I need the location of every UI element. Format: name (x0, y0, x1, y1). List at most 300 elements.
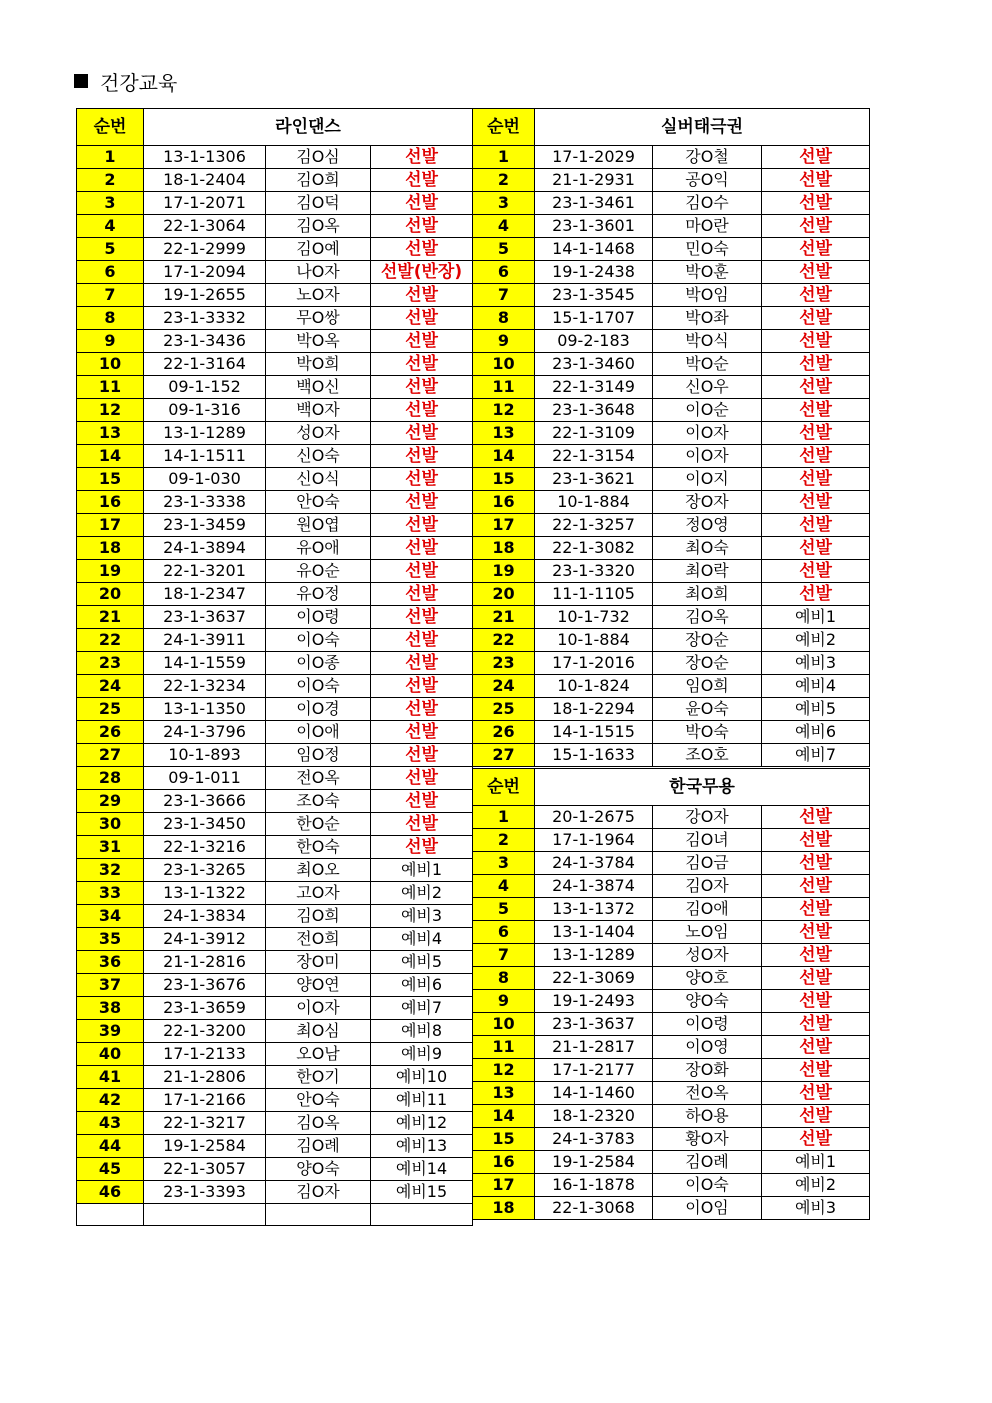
table-row (473, 169, 870, 192)
status: 예비1 (762, 606, 870, 629)
row-number: 17 (473, 514, 535, 537)
status: 예비14 (371, 1158, 473, 1181)
status: 예비3 (371, 905, 473, 928)
status: 선발 (371, 790, 473, 813)
status: 예비6 (371, 974, 473, 997)
member-id: 23-1-3648 (535, 399, 653, 422)
member-name: 유O순 (266, 560, 371, 583)
row-number: 11 (473, 1036, 535, 1059)
line-dance-table (76, 108, 473, 1226)
member-id: 22-1-3234 (144, 675, 266, 698)
status: 선발 (762, 330, 870, 353)
row-number: 10 (473, 353, 535, 376)
row-number: 40 (77, 1043, 144, 1066)
member-name: 김O옥 (266, 1112, 371, 1135)
table-row (473, 1174, 870, 1197)
status: 선발 (762, 1013, 870, 1036)
member-name: 전O희 (266, 928, 371, 951)
row-number: 16 (473, 491, 535, 514)
status: 선발 (762, 537, 870, 560)
member-id: 15-1-1633 (535, 744, 653, 767)
status: 예비1 (762, 1151, 870, 1174)
table-row (77, 836, 473, 859)
member-id: 23-1-3601 (535, 215, 653, 238)
member-name: 원O엽 (266, 514, 371, 537)
empty-row (77, 1204, 473, 1226)
status: 선발 (762, 967, 870, 990)
row-number: 24 (473, 675, 535, 698)
table-row (77, 146, 473, 169)
member-name: 최O락 (653, 560, 762, 583)
member-id: 22-1-3082 (535, 537, 653, 560)
member-name: 정O영 (653, 514, 762, 537)
member-name: 김O수 (653, 192, 762, 215)
member-name: 공O익 (653, 169, 762, 192)
status: 선발 (762, 238, 870, 261)
status: 선발 (762, 353, 870, 376)
status: 선발 (371, 629, 473, 652)
row-number: 23 (77, 652, 144, 675)
row-number: 19 (473, 560, 535, 583)
member-id: 23-1-3545 (535, 284, 653, 307)
row-number: 35 (77, 928, 144, 951)
member-id: 22-1-3057 (144, 1158, 266, 1181)
member-id: 09-1-011 (144, 767, 266, 790)
member-id: 10-1-732 (535, 606, 653, 629)
member-id: 11-1-1105 (535, 583, 653, 606)
table-row (77, 997, 473, 1020)
member-name: 양O숙 (653, 990, 762, 1013)
member-name: 이O숙 (266, 629, 371, 652)
member-id: 13-1-1372 (535, 898, 653, 921)
member-id: 14-1-1468 (535, 238, 653, 261)
status: 선발 (371, 192, 473, 215)
member-name: 이O임 (653, 1197, 762, 1220)
member-name: 이O자 (266, 997, 371, 1020)
table-row (77, 261, 473, 284)
status: 예비3 (762, 1197, 870, 1220)
member-name: 김O심 (266, 146, 371, 169)
status: 예비2 (371, 882, 473, 905)
member-name: 성O자 (266, 422, 371, 445)
member-id: 23-1-3393 (144, 1181, 266, 1204)
row-number: 14 (77, 445, 144, 468)
member-id: 19-1-2584 (144, 1135, 266, 1158)
row-number: 1 (77, 146, 144, 169)
member-id: 23-1-3320 (535, 560, 653, 583)
status: 선발 (371, 445, 473, 468)
row-number: 27 (77, 744, 144, 767)
table-row (77, 192, 473, 215)
status: 선발 (762, 560, 870, 583)
table-row (77, 859, 473, 882)
status: 선발 (762, 192, 870, 215)
table-row (77, 1135, 473, 1158)
black-square-icon (74, 74, 88, 88)
row-number: 3 (473, 852, 535, 875)
row-number: 30 (77, 813, 144, 836)
member-name: 이O자 (653, 422, 762, 445)
member-id: 22-1-3149 (535, 376, 653, 399)
status: 선발 (762, 491, 870, 514)
row-number: 34 (77, 905, 144, 928)
table-row (473, 1197, 870, 1220)
member-id: 24-1-3784 (535, 852, 653, 875)
table-row (77, 468, 473, 491)
member-id: 23-1-3637 (535, 1013, 653, 1036)
row-number: 2 (473, 829, 535, 852)
status: 선발 (762, 215, 870, 238)
status: 예비4 (371, 928, 473, 951)
row-number: 10 (77, 353, 144, 376)
member-id: 13-1-1289 (144, 422, 266, 445)
member-name: 신O우 (653, 376, 762, 399)
member-name: 양O숙 (266, 1158, 371, 1181)
member-name: 오O남 (266, 1043, 371, 1066)
row-number: 17 (77, 514, 144, 537)
status: 선발 (762, 829, 870, 852)
status: 선발 (762, 990, 870, 1013)
member-id: 24-1-3783 (535, 1128, 653, 1151)
table-row (77, 974, 473, 997)
table-row (473, 1013, 870, 1036)
status: 선발 (762, 1036, 870, 1059)
status: 선발 (371, 652, 473, 675)
table-row (473, 560, 870, 583)
table-row (473, 146, 870, 169)
table-row (473, 284, 870, 307)
row-number: 18 (473, 1197, 535, 1220)
member-name: 박O숙 (653, 721, 762, 744)
row-number: 6 (473, 921, 535, 944)
member-id: 09-1-316 (144, 399, 266, 422)
member-id: 23-1-3450 (144, 813, 266, 836)
row-number: 6 (77, 261, 144, 284)
table-row (77, 675, 473, 698)
member-id: 24-1-3796 (144, 721, 266, 744)
status: 선발 (762, 944, 870, 967)
row-number: 4 (473, 875, 535, 898)
row-number: 45 (77, 1158, 144, 1181)
row-number: 28 (77, 767, 144, 790)
member-name: 신O숙 (266, 445, 371, 468)
table-row (473, 875, 870, 898)
row-number: 18 (473, 537, 535, 560)
member-id: 18-1-2404 (144, 169, 266, 192)
row-number: 22 (77, 629, 144, 652)
row-number: 27 (473, 744, 535, 767)
member-id: 13-1-1350 (144, 698, 266, 721)
row-number: 20 (77, 583, 144, 606)
row-number: 8 (473, 307, 535, 330)
member-id: 13-1-1306 (144, 146, 266, 169)
row-number: 9 (77, 330, 144, 353)
member-id: 22-1-3257 (535, 514, 653, 537)
empty-cell (371, 1204, 473, 1226)
row-number: 20 (473, 583, 535, 606)
status: 선발 (762, 852, 870, 875)
table-row (473, 1128, 870, 1151)
member-id: 22-1-2999 (144, 238, 266, 261)
row-number: 11 (77, 376, 144, 399)
member-name: 김O옥 (653, 606, 762, 629)
member-name: 최O심 (266, 1020, 371, 1043)
table-row (77, 1020, 473, 1043)
member-id: 19-1-2493 (535, 990, 653, 1013)
table-row (77, 1043, 473, 1066)
member-id: 09-1-030 (144, 468, 266, 491)
table-row (77, 169, 473, 192)
table-row (77, 376, 473, 399)
member-name: 양O연 (266, 974, 371, 997)
table-row (473, 422, 870, 445)
table-row (473, 629, 870, 652)
member-name: 최O숙 (653, 537, 762, 560)
member-id: 13-1-1404 (535, 921, 653, 944)
table-row (473, 698, 870, 721)
row-number: 46 (77, 1181, 144, 1204)
status: 예비7 (371, 997, 473, 1020)
member-name: 김O옥 (266, 215, 371, 238)
table-row (473, 721, 870, 744)
status: 예비2 (762, 1174, 870, 1197)
member-id: 23-1-3461 (535, 192, 653, 215)
status: 선발 (371, 399, 473, 422)
row-number: 15 (473, 468, 535, 491)
member-id: 19-1-2584 (535, 1151, 653, 1174)
header-program: 실버태극권 (535, 109, 870, 146)
row-number: 36 (77, 951, 144, 974)
member-name: 강O자 (653, 806, 762, 829)
table-row (77, 491, 473, 514)
table-row (473, 1151, 870, 1174)
member-name: 한O순 (266, 813, 371, 836)
table-row (473, 967, 870, 990)
row-number: 14 (473, 1105, 535, 1128)
table-row (473, 491, 870, 514)
table-row (473, 675, 870, 698)
table-row (77, 790, 473, 813)
row-number: 7 (473, 944, 535, 967)
empty-cell (266, 1204, 371, 1226)
row-number: 21 (473, 606, 535, 629)
row-number: 32 (77, 859, 144, 882)
status: 선발 (762, 468, 870, 491)
row-number: 18 (77, 537, 144, 560)
row-number: 43 (77, 1112, 144, 1135)
member-name: 임O희 (653, 675, 762, 698)
member-id: 10-1-884 (535, 491, 653, 514)
member-name: 김O예 (266, 238, 371, 261)
header-order: 순번 (473, 769, 535, 806)
header-order: 순번 (77, 109, 144, 146)
member-id: 24-1-3894 (144, 537, 266, 560)
table-row (473, 537, 870, 560)
status: 선발 (371, 537, 473, 560)
member-name: 김O녀 (653, 829, 762, 852)
member-name: 장O순 (653, 652, 762, 675)
member-name: 최O오 (266, 859, 371, 882)
table-row (473, 921, 870, 944)
table-row (77, 1112, 473, 1135)
status: 선발 (762, 422, 870, 445)
member-name: 노O임 (653, 921, 762, 944)
status: 선발 (762, 146, 870, 169)
row-number: 15 (77, 468, 144, 491)
status: 선발 (371, 284, 473, 307)
row-number: 17 (473, 1174, 535, 1197)
row-number: 1 (473, 806, 535, 829)
table-row (77, 721, 473, 744)
member-id: 23-1-3338 (144, 491, 266, 514)
member-name: 이O자 (653, 445, 762, 468)
table-row (77, 399, 473, 422)
status: 선발 (762, 875, 870, 898)
member-id: 24-1-3911 (144, 629, 266, 652)
member-name: 김O덕 (266, 192, 371, 215)
status: 선발 (371, 836, 473, 859)
status: 선발 (371, 491, 473, 514)
member-name: 박O좌 (653, 307, 762, 330)
row-number: 42 (77, 1089, 144, 1112)
member-name: 박O순 (653, 353, 762, 376)
status: 선발 (762, 445, 870, 468)
member-name: 박O훈 (653, 261, 762, 284)
table-row (473, 376, 870, 399)
table-row (473, 806, 870, 829)
row-number: 3 (77, 192, 144, 215)
status: 선발 (762, 1082, 870, 1105)
row-number: 16 (473, 1151, 535, 1174)
member-id: 20-1-2675 (535, 806, 653, 829)
member-name: 김O자 (653, 875, 762, 898)
table-row (77, 698, 473, 721)
member-name: 김O자 (266, 1181, 371, 1204)
member-id: 22-1-3216 (144, 836, 266, 859)
table-row (473, 990, 870, 1013)
member-name: 민O숙 (653, 238, 762, 261)
row-number: 4 (473, 215, 535, 238)
member-name: 한O기 (266, 1066, 371, 1089)
table-row (473, 744, 870, 767)
status: 예비13 (371, 1135, 473, 1158)
member-id: 17-1-2029 (535, 146, 653, 169)
member-name: 이O지 (653, 468, 762, 491)
member-name: 고O자 (266, 882, 371, 905)
status: 선발 (371, 376, 473, 399)
status: 선발 (762, 261, 870, 284)
korean-dance-table (472, 768, 870, 1220)
table-row (77, 1181, 473, 1204)
member-name: 안O숙 (266, 1089, 371, 1112)
table-row (473, 829, 870, 852)
row-number: 29 (77, 790, 144, 813)
member-id: 22-1-3109 (535, 422, 653, 445)
table-row (77, 514, 473, 537)
table-row (77, 951, 473, 974)
row-number: 3 (473, 192, 535, 215)
status: 선발 (371, 330, 473, 353)
member-id: 10-1-824 (535, 675, 653, 698)
table-row (473, 192, 870, 215)
row-number: 1 (473, 146, 535, 169)
status: 선발 (762, 169, 870, 192)
member-name: 조O숙 (266, 790, 371, 813)
member-name: 백O자 (266, 399, 371, 422)
table-row (77, 422, 473, 445)
member-id: 17-1-2133 (144, 1043, 266, 1066)
row-number: 9 (473, 990, 535, 1013)
table-row (77, 744, 473, 767)
table-row (77, 537, 473, 560)
table-row (473, 399, 870, 422)
member-name: 박O식 (653, 330, 762, 353)
member-name: 하O용 (653, 1105, 762, 1128)
row-number: 13 (77, 422, 144, 445)
member-id: 17-1-2016 (535, 652, 653, 675)
status: 선발 (371, 767, 473, 790)
status: 선발 (371, 307, 473, 330)
status: 예비2 (762, 629, 870, 652)
member-id: 14-1-1515 (535, 721, 653, 744)
row-number: 6 (473, 261, 535, 284)
status: 선발 (762, 514, 870, 537)
row-number: 9 (473, 330, 535, 353)
member-id: 23-1-3459 (144, 514, 266, 537)
table-row (77, 629, 473, 652)
section-title (74, 68, 177, 94)
status: 선발(반장) (371, 261, 473, 284)
row-number: 31 (77, 836, 144, 859)
row-number: 44 (77, 1135, 144, 1158)
row-number: 11 (473, 376, 535, 399)
row-number: 23 (473, 652, 535, 675)
member-id: 19-1-2655 (144, 284, 266, 307)
status: 선발 (371, 721, 473, 744)
member-name: 이O숙 (653, 1174, 762, 1197)
table-row (77, 928, 473, 951)
member-id: 23-1-3659 (144, 997, 266, 1020)
member-id: 22-1-3064 (144, 215, 266, 238)
member-name: 박O옥 (266, 330, 371, 353)
status: 선발 (371, 675, 473, 698)
status: 예비15 (371, 1181, 473, 1204)
empty-cell (144, 1204, 266, 1226)
row-number: 12 (473, 399, 535, 422)
row-number: 25 (77, 698, 144, 721)
table-row (473, 445, 870, 468)
header-order: 순번 (473, 109, 535, 146)
member-id: 22-1-3068 (535, 1197, 653, 1220)
member-id: 17-1-2071 (144, 192, 266, 215)
table-row (473, 1105, 870, 1128)
member-name: 유O정 (266, 583, 371, 606)
status: 선발 (371, 698, 473, 721)
status: 선발 (371, 583, 473, 606)
member-name: 최O희 (653, 583, 762, 606)
status: 선발 (371, 422, 473, 445)
member-name: 이O순 (653, 399, 762, 422)
table-row (473, 353, 870, 376)
row-number: 26 (77, 721, 144, 744)
row-number: 8 (473, 967, 535, 990)
member-id: 14-1-1511 (144, 445, 266, 468)
table-row (77, 238, 473, 261)
member-id: 10-1-884 (535, 629, 653, 652)
table-row (473, 238, 870, 261)
status: 선발 (371, 146, 473, 169)
member-name: 이O경 (266, 698, 371, 721)
